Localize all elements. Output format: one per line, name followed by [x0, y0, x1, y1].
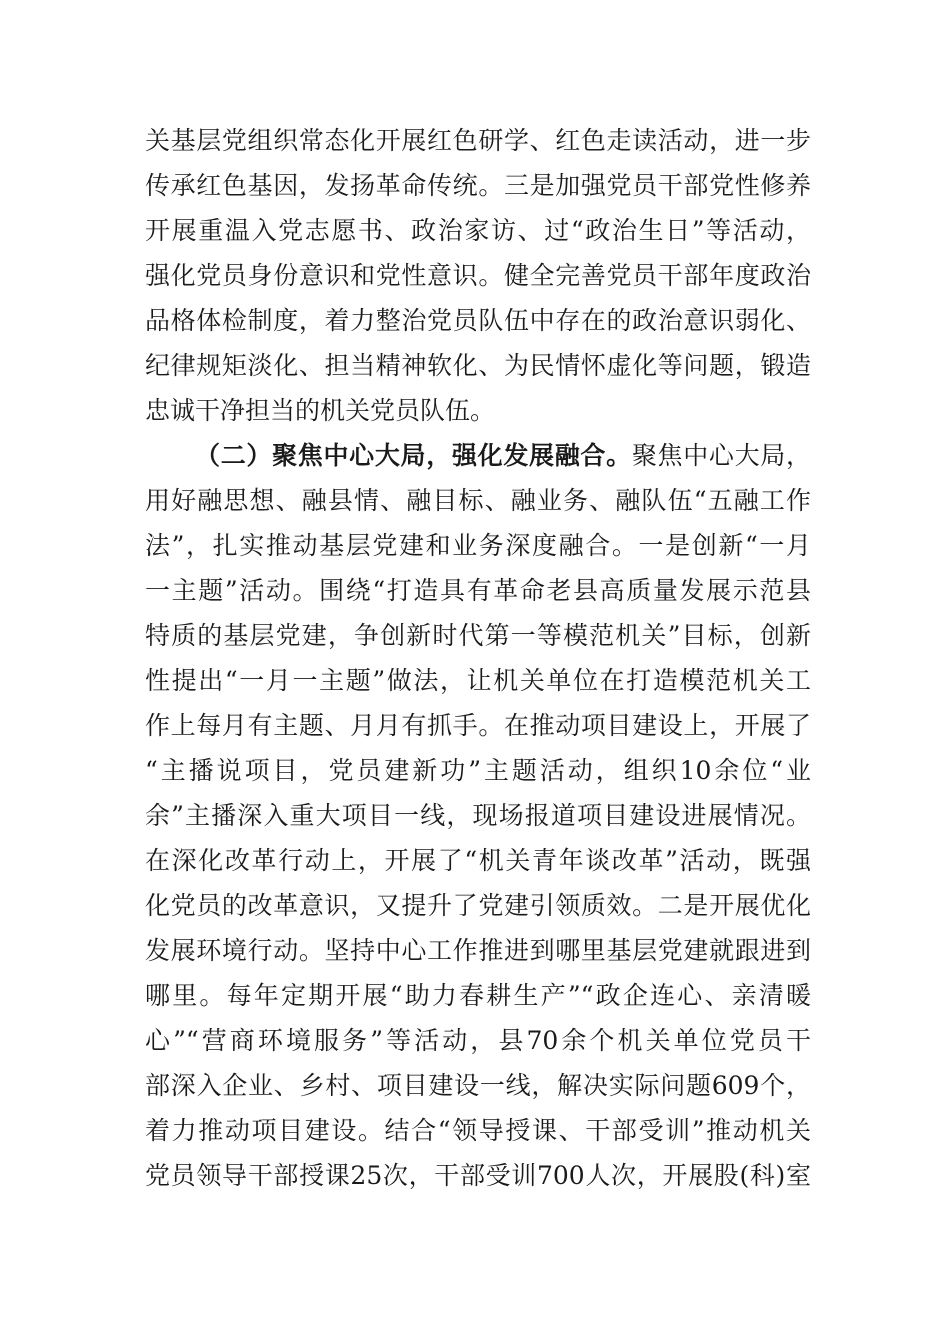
- text-line: 强化党员身份意识和党性意识。健全完善党员干部年度政治: [145, 261, 811, 290]
- text-line: 余”主播深入重大项目一线，现场报道项目建设进展情况。: [145, 801, 811, 830]
- text-line: 着力推动项目建设。结合“领导授课、干部受训”推动机关: [145, 1116, 811, 1145]
- text-line: “主播说项目，党员建新功”主题活动，组织10余位“业: [145, 756, 811, 785]
- text-line: 作上每月有主题、月月有抓手。在推动项目建设上，开展了: [145, 711, 811, 740]
- text-line: 忠诚干净担当的机关党员队伍。: [145, 396, 496, 425]
- text-line: 在深化改革行动上，开展了“机关青年谈改革”活动，既强: [145, 846, 811, 875]
- text-line: 品格体检制度，着力整治党员队伍中存在的政治意识弱化、: [145, 306, 811, 335]
- section-heading: （二）聚焦中心大局，强化发展融合。: [195, 441, 632, 470]
- paragraph-2: [145, 433, 811, 1198]
- text-line: 开展重温入党志愿书、政治家访、过“政治生日”等活动，: [145, 216, 811, 245]
- section-heading-line: [145, 433, 811, 478]
- text-line: 心”“营商环境服务”等活动，县70余个机关单位党员干: [145, 1026, 811, 1055]
- text-line: 性提出“一月一主题”做法，让机关单位在打造模范机关工: [145, 666, 811, 695]
- heading-line-text: 聚焦中心大局，: [631, 441, 811, 470]
- text-line: 化党员的改革意识，又提升了党建引领质效。二是开展优化: [145, 891, 811, 920]
- text-line: 部深入企业、乡村、项目建设一线，解决实际问题609个，: [145, 1071, 811, 1100]
- text-line: 特质的基层党建，争创新时代第一等模范机关”目标，创新: [145, 621, 811, 650]
- document-body: [145, 118, 811, 1198]
- text-line: 党员领导干部授课25次，干部受训700人次，开展股(科)室: [145, 1161, 811, 1190]
- paragraph-1: [145, 118, 811, 433]
- text-line: 传承红色基因，发扬革命传统。三是加强党员干部党性修养: [145, 171, 811, 200]
- text-line: 一主题”活动。围绕“打造具有革命老县高质量发展示范县: [145, 576, 811, 605]
- text-line: 关基层党组织常态化开展红色研学、红色走读活动，进一步: [145, 126, 811, 155]
- text-line: 纪律规矩淡化、担当精神软化、为民情怀虚化等问题，锻造: [145, 351, 811, 380]
- text-line: 法”，扎实推动基层党建和业务深度融合。一是创新“一月: [145, 531, 811, 560]
- text-line: 用好融思想、融县情、融目标、融业务、融队伍“五融工作: [145, 486, 811, 515]
- text-line: 发展环境行动。坚持中心工作推进到哪里基层党建就跟进到: [145, 936, 811, 965]
- text-line: 哪里。每年定期开展“助力春耕生产”“政企连心、亲清暖: [145, 981, 811, 1010]
